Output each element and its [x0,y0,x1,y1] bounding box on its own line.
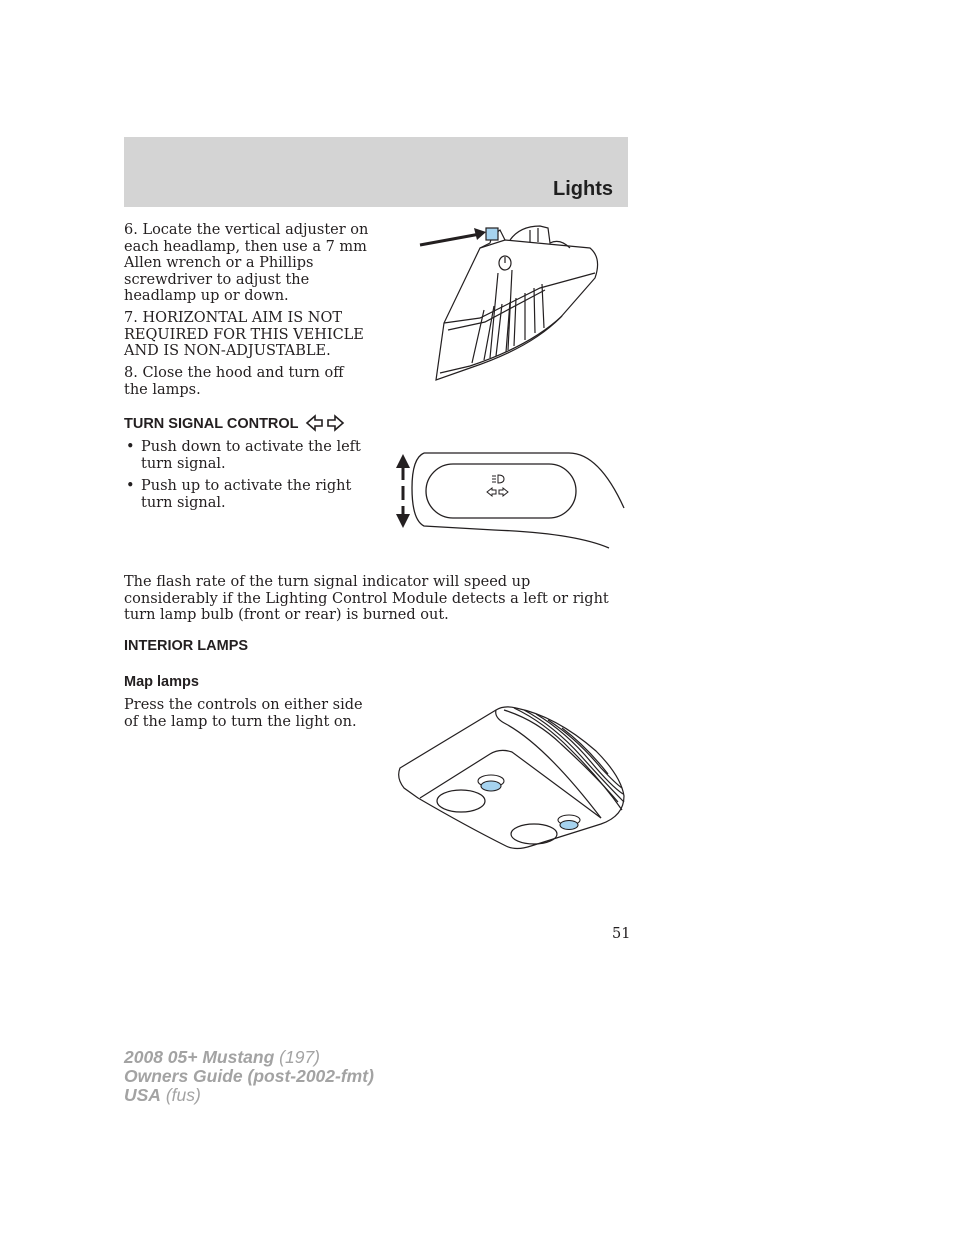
step-6-text: 6. Locate the vertical adjuster on each headlamp, then use a 7 mm Allen wrench or a Phillips screwdriver to adjust the headlamp up or down. [124,222,369,304]
map-lamp-illustration [396,706,626,854]
step-8-text: 8. Close the hood and turn off the lamps. [124,365,344,398]
footer-line-1: 2008 05+ Mustang (197) [124,1047,321,1067]
interior-lamps-heading: INTERIOR LAMPS [124,638,249,654]
bullet-right-turn: • Push up to activate the right turn signal. [126,478,352,511]
turn-signal-lever-illustration [394,448,629,553]
page-number: 51 [612,926,631,942]
section-title: Lights [553,178,613,200]
turn-signal-heading-text: TURN SIGNAL CONTROL [124,416,299,432]
step-7-text: 7. HORIZONTAL AIM IS NOT REQUIRED FOR THIS VEHICLE AND IS NON-ADJUSTABLE. [124,310,364,359]
footer-line-3: USA (fus) [124,1085,201,1105]
map-lamps-paragraph: Press the controls on either side of the lamp to turn the light on. [124,697,363,730]
headlamp-adjuster-illustration [410,218,610,388]
header-band [124,137,628,207]
footer-line-2: Owners Guide (post-2002-fmt) [124,1066,374,1086]
bullet-left-turn: • Push down to activate the left turn signal. [126,439,361,472]
flash-rate-paragraph: The flash rate of the turn signal indicator will speed up considerably if the Lighting Control Module detects a left or right turn lamp bulb (front or rear) is burned out. [124,574,609,623]
map-lamps-subheading: Map lamps [124,674,199,690]
document-footer [124,1048,374,1105]
turn-signal-heading [124,415,344,432]
turn-signal-arrows-icon [306,415,344,431]
